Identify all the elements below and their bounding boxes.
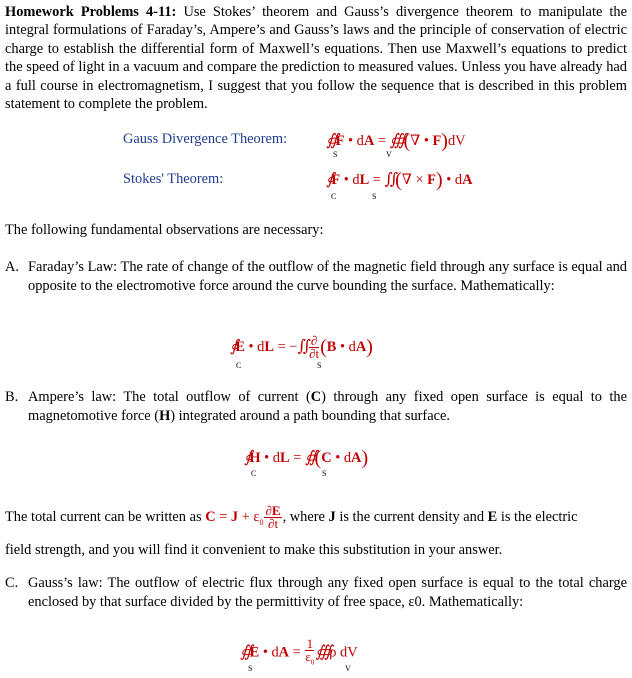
gauss-divergence-equation: ∯F • dA = ∰(∇ • F)dV [326, 130, 466, 152]
item-a-label: A. [5, 259, 19, 275]
stokes-equation: ∮F • dL = ∬(∇ × F) • dA [326, 169, 473, 191]
limit-S: S [322, 469, 327, 478]
limit-V: V [386, 150, 392, 159]
limit-C: C [236, 361, 242, 370]
item-c-label: C. [5, 575, 19, 591]
intro-paragraph [5, 3, 627, 113]
limit-V: V [345, 664, 351, 673]
limit-S: S [248, 664, 253, 673]
item-b-label: B. [5, 389, 19, 405]
total-current-equation: $C = J + \varepsilon_0$ $\frac{\partial E}{\partial t}$ [205, 503, 281, 531]
item-b-text: Ampere’s law: The total outflow of current (C) through any fixed open surface is equal to the magnetomotive force (H) integrated around a path bounding that surface. [28, 389, 628, 424]
total-current-line-2: field strength, and you will find it convenient to make this substitution in your answer. [5, 542, 503, 558]
item-a-text: Faraday’s Law: The rate of change of the outflow of the magnetic field through any surface is equal and opposite to the electromotive force around the curve bounding the surface. Mathematically: [28, 259, 627, 294]
intro-text: Use Stokes’ theorem and Gauss’s divergence theorem to manipulate the integral formulations of Faraday’s, Ampere’s and Gauss’s laws and the principle of conservation of electric charge to establish the differential form of Maxwell’s equations. Then use Maxwell’s equations to predict the speed of light in a vacuum and compare the prediction to measured values. Unless you have already had a full course in electromagnetism, I suggest that you follow the sequence that is described in this problem statement to complete the problem. [5, 4, 627, 113]
item-c-text: Gauss’s law: The outflow of electric flux through any fixed open surface is equal to the total charge enclosed by that surface divided by the permittivity of free space, ε0. Mathematically: [28, 575, 627, 610]
stokes-theorem-label: Stokes' Theorem: [123, 171, 224, 187]
gauss-theorem-label: Gauss Divergence Theorem: [123, 131, 288, 147]
faraday-equation: ∮E • dL = −∬ $\frac{\partial}{\partial t}$ (B • dA) [230, 333, 373, 362]
limit-S: S [317, 361, 322, 370]
limit-S: S [372, 192, 377, 201]
limit-C: C [251, 469, 257, 478]
problem-heading: Homework Problems 4-11: [5, 4, 177, 20]
limit-S: S [333, 150, 338, 159]
limit-C: C [331, 192, 337, 201]
ampere-equation: ∮H • dL = ∯(C • dA) [244, 447, 369, 469]
observations-intro: The following fundamental observations are necessary: [5, 222, 324, 238]
gauss-law-equation: ∯E • dA = $\frac{1}{\varepsilon_0}$ ∰ρ dV [240, 636, 358, 667]
total-current-line: The total current can be written as $C = J + \varepsilon_0$ $\frac{\partial E}{\partial t}$ , where J is the current density and E is the electric [5, 503, 578, 531]
